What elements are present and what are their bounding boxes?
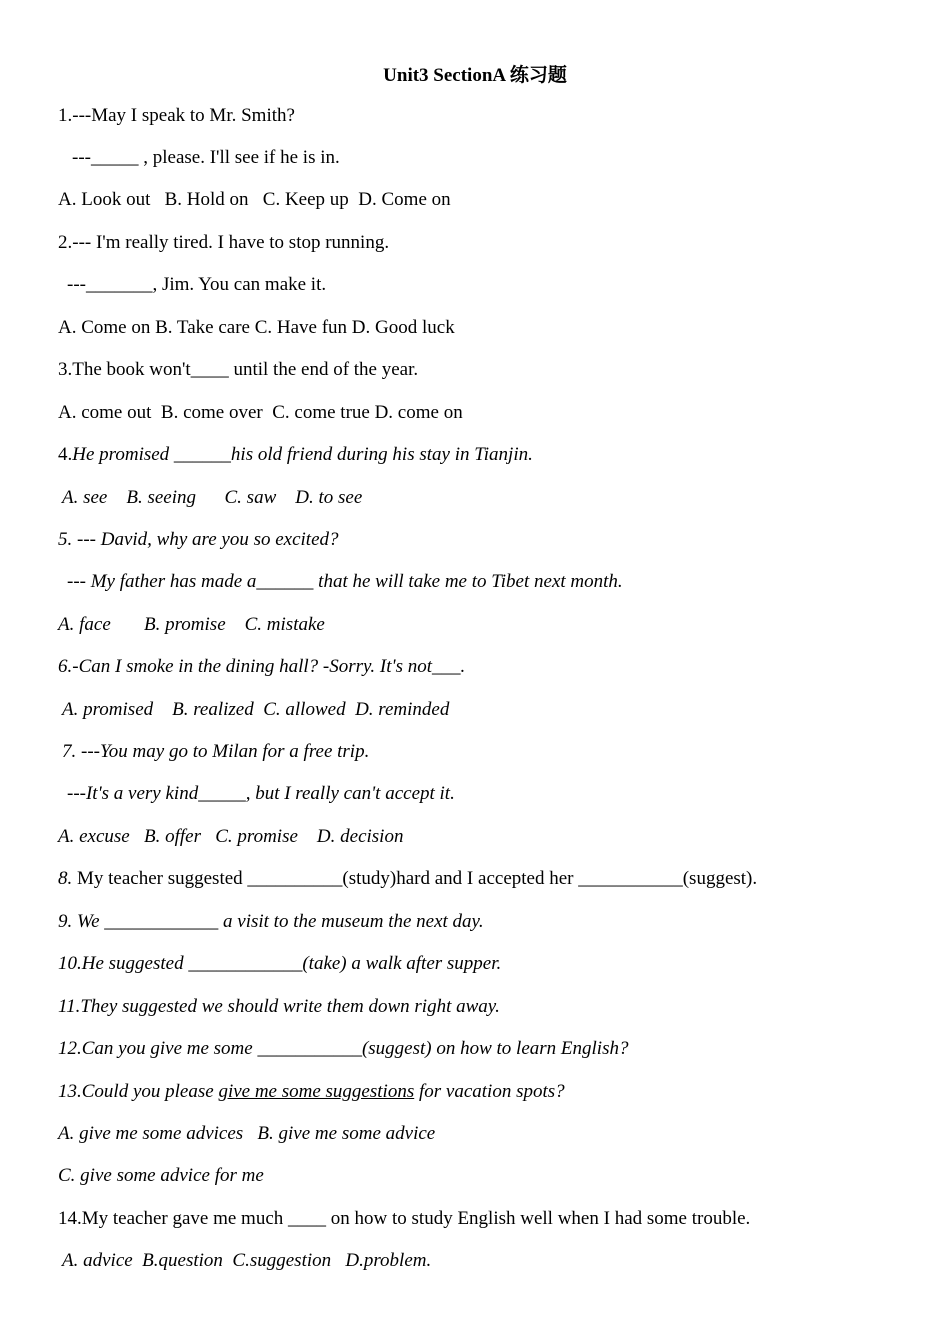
q2-reply: ---_______, Jim. You can make it. <box>67 274 327 295</box>
q8-text <box>58 867 757 891</box>
q7-reply <box>67 782 455 806</box>
q1-reply: ---_____ , please. I'll see if he is in. <box>72 147 340 168</box>
q5-stem: 5. --- David, why are you so excited? <box>58 529 339 550</box>
q7-options: A. excuse B. offer C. promise D. decision <box>58 826 404 847</box>
q13-stem <box>58 1080 565 1104</box>
q8-body: My teacher suggested __________(study)hard and I accepted her ___________(suggest). <box>72 868 758 889</box>
q13-underlined: give me some suggestions <box>218 1081 415 1102</box>
q2-stem: 2.--- I'm really tired. I have to stop running. <box>58 232 390 253</box>
q9-text: 9. We ____________ a visit to the museum the next day. <box>58 911 484 932</box>
q8-number: 8. <box>58 868 73 889</box>
q5-reply-text: My father has made a______ that he will take me to Tibet next month. <box>90 571 623 592</box>
q12-text: 12.Can you give me some ___________(suggest) on how to learn English? <box>58 1038 629 1059</box>
q14-stem: 14.My teacher gave me much ____ on how to study English well when I had some trouble. <box>58 1208 751 1229</box>
q13-options-ab: A. give me some advices B. give me some advice <box>58 1123 436 1144</box>
q11-text: 11.They suggested we should write them down right away. <box>58 996 500 1017</box>
q7-reply-text: It's a very kind_____, but I really can't accept it. <box>85 783 455 804</box>
q4-stem <box>58 443 533 467</box>
q4-text: He promised ______his old friend during his stay in Tianjin. <box>72 444 533 465</box>
q6-stem: 6.-Can I smoke in the dining hall? -Sorry. It's not___. <box>58 656 466 677</box>
q4-number: 4. <box>58 444 73 465</box>
q6-options: A. promised B. realized C. allowed D. reminded <box>62 699 450 720</box>
q10-text: 10.He suggested ____________(take) a walk after supper. <box>58 953 502 974</box>
q7-stem: 7. ---You may go to Milan for a free trip. <box>62 741 370 762</box>
q14-options: A. advice B.question C.suggestion D.problem. <box>62 1250 432 1271</box>
q5-reply <box>67 570 623 594</box>
q13-pre: 13.Could you please <box>58 1081 219 1102</box>
q2-options: A. Come on B. Take care C. Have fun D. Good luck <box>58 317 455 338</box>
q1-stem: 1.---May I speak to Mr. Smith? <box>58 105 295 126</box>
q7-reply-dash: --- <box>67 783 86 804</box>
q5-reply-dash: --- <box>67 571 91 592</box>
q3-stem: 3.The book won't____ until the end of the year. <box>58 359 419 380</box>
q1-options: A. Look out B. Hold on C. Keep up D. Come on <box>58 189 451 210</box>
q13-post: for vacation spots? <box>414 1081 565 1102</box>
q5-options: A. face B. promise C. mistake <box>58 614 325 635</box>
q3-options: A. come out B. come over C. come true D. come on <box>58 402 463 423</box>
q4-options: A. see B. seeing C. saw D. to see <box>62 487 363 508</box>
page-title: Unit3 SectionA 练习题 <box>383 65 567 86</box>
q13-option-c: C. give some advice for me <box>58 1165 264 1186</box>
